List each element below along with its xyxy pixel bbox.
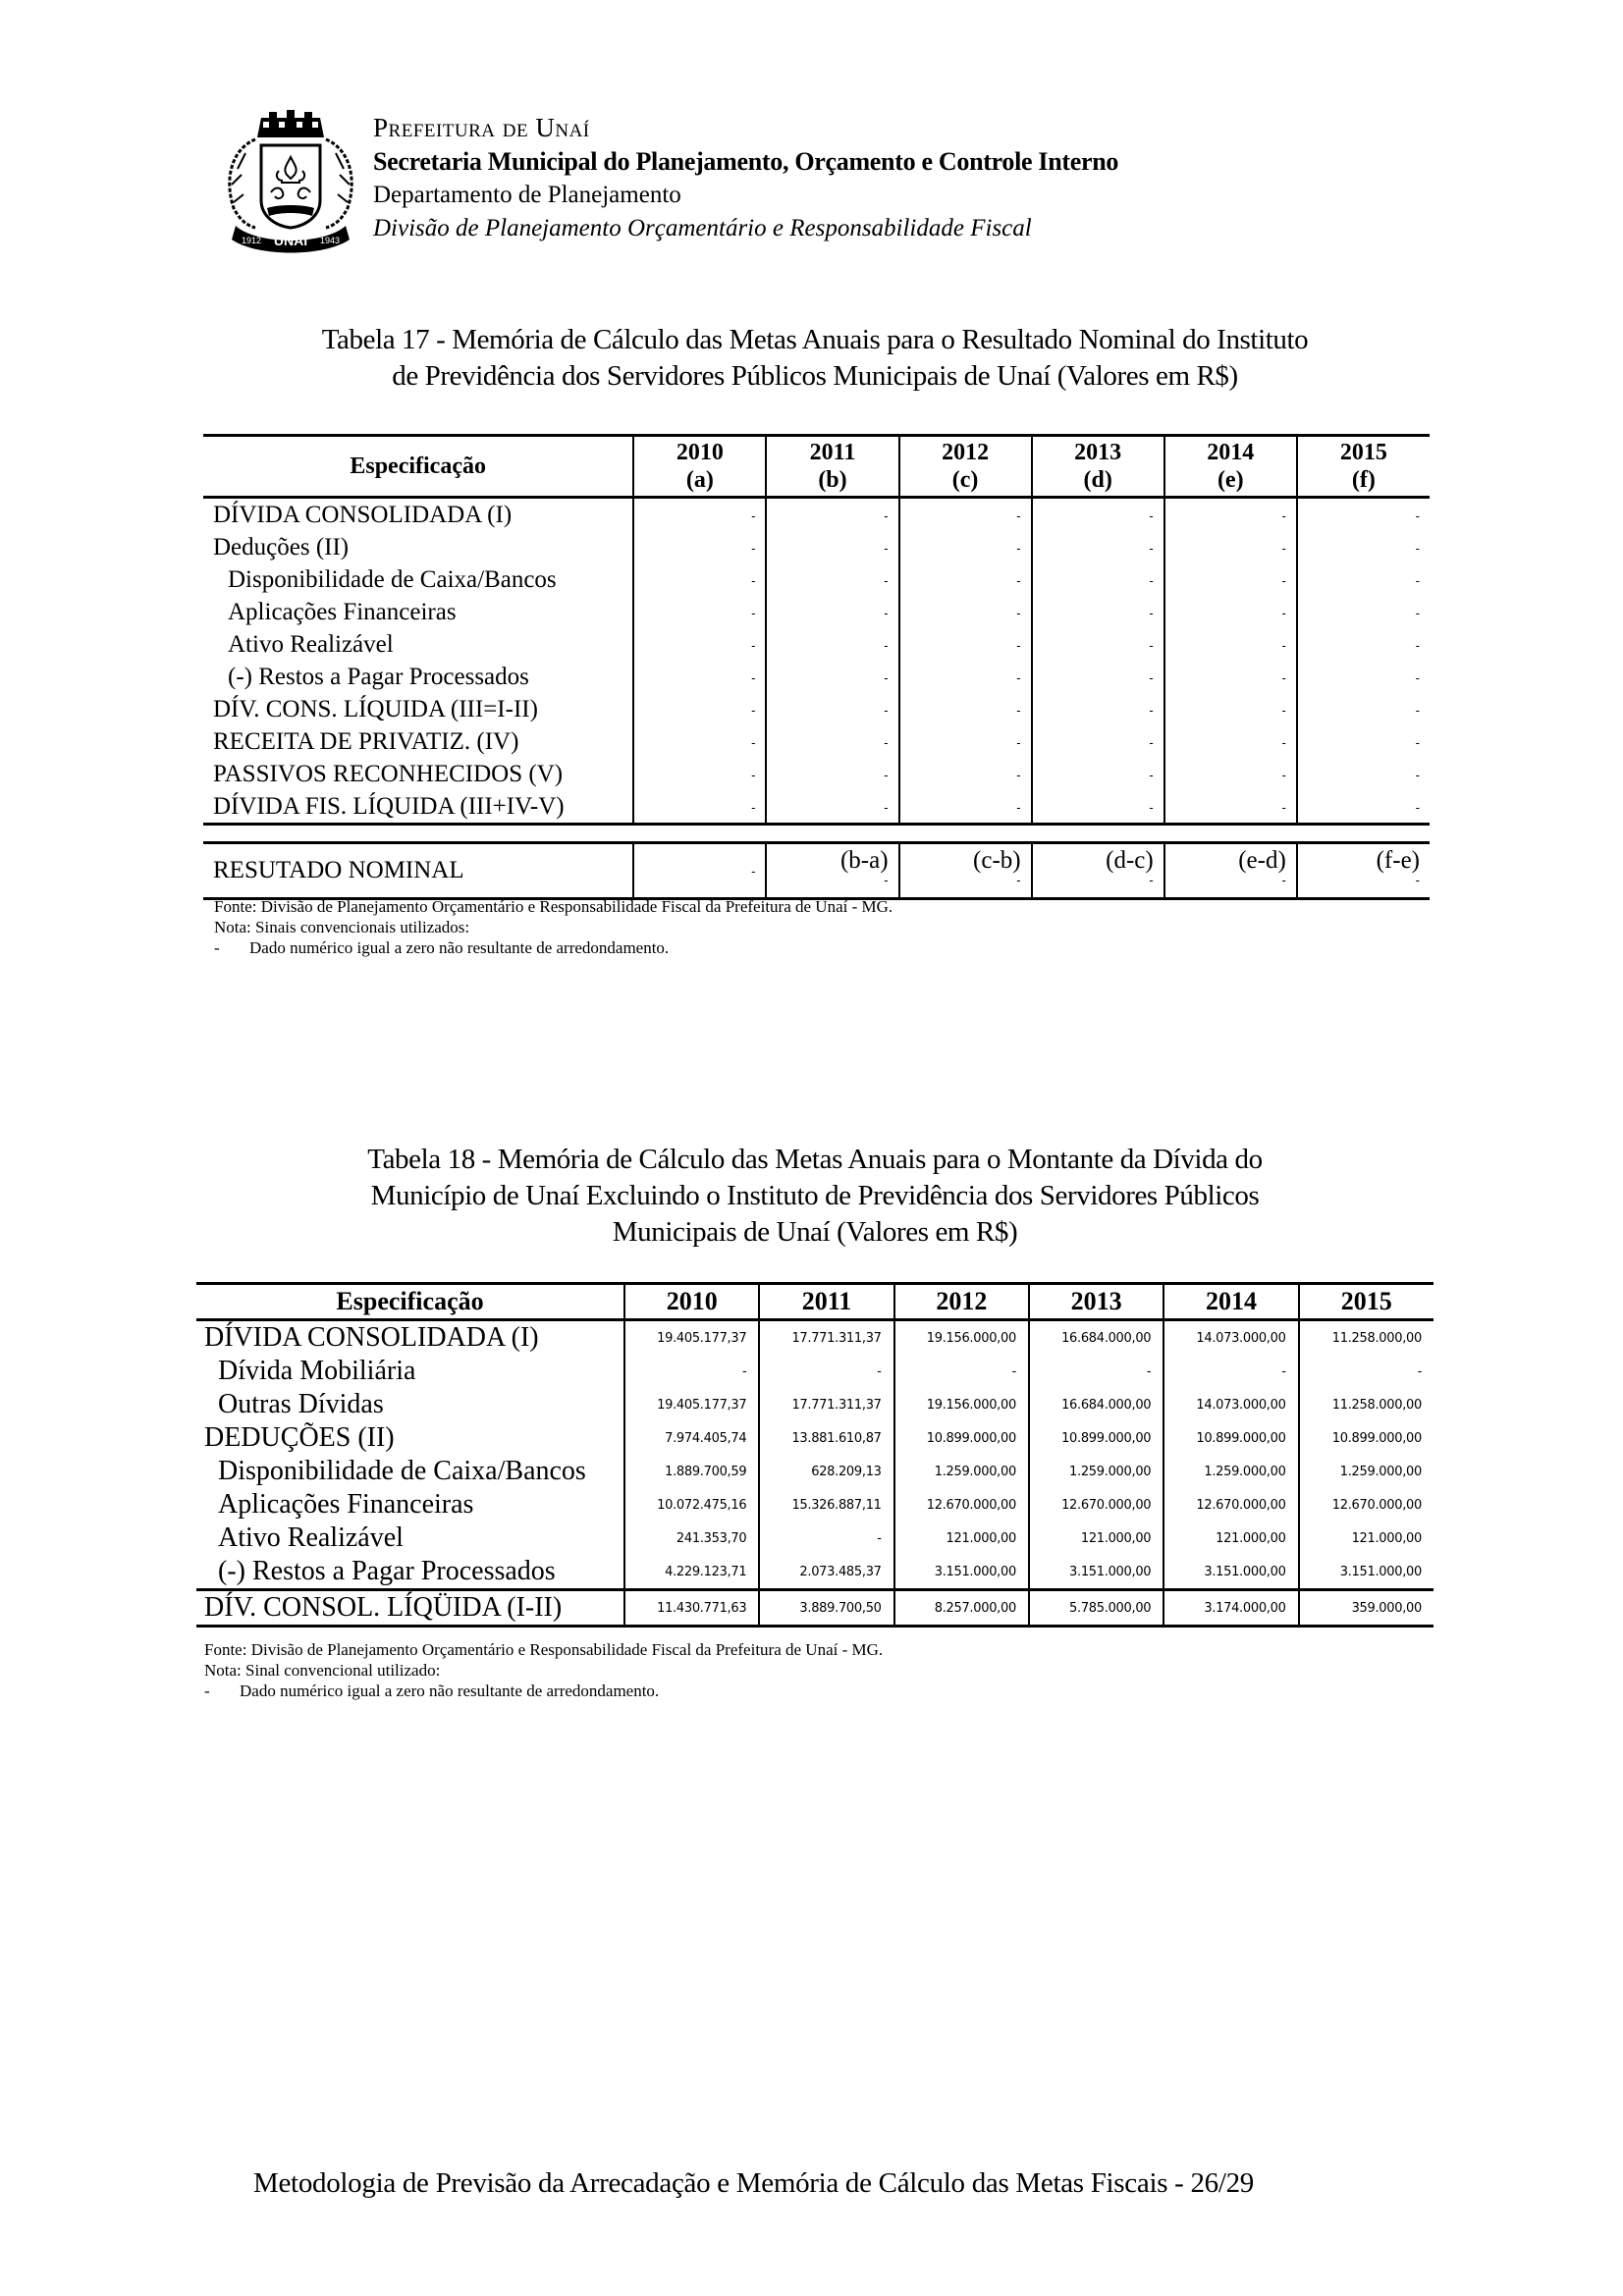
year-label: 2011 xyxy=(809,440,856,465)
diff-formula: (b-a) xyxy=(839,847,889,874)
row-label: RECEITA DE PRIVATIZ. (IV) xyxy=(213,728,519,755)
diff-formula: (f-e) xyxy=(1376,847,1420,874)
cell-value: - xyxy=(1297,563,1430,596)
table18-caption-line2: Município de Unaí Excluindo o Instituto de Previdência dos Servidores Públicos xyxy=(370,1180,1260,1211)
cell-value: - xyxy=(899,693,1032,725)
year-label: 2012 xyxy=(942,440,990,465)
cell-value: - xyxy=(633,628,766,661)
cell-value: - xyxy=(894,1355,1029,1388)
column-header-year: 2010 xyxy=(624,1284,759,1320)
cell-value: 10.899.000,00 xyxy=(1163,1421,1298,1455)
cell-value: - xyxy=(1164,531,1297,563)
column-header-year xyxy=(1297,436,1430,498)
row-label: Dívida Mobiliária xyxy=(218,1356,416,1386)
cell-value: - xyxy=(1164,498,1297,532)
diff-value: - xyxy=(1281,873,1286,887)
cell-value: - xyxy=(1032,596,1164,628)
cell-value: - xyxy=(633,563,766,596)
cell-value: - xyxy=(1164,725,1297,758)
table17-result xyxy=(203,841,1430,900)
organization-name: Prefeitura de Unaí xyxy=(373,113,590,142)
column-header-year xyxy=(1164,436,1297,498)
year-label: 2013 xyxy=(1074,440,1122,465)
column-header-year: 2012 xyxy=(894,1284,1029,1320)
cell-value: 16.684.000,00 xyxy=(1029,1320,1163,1356)
legend-text: Dado numérico igual a zero não resultante de arredondamento. xyxy=(249,938,670,957)
legend-symbol: - xyxy=(204,1682,210,1700)
cell-value: 19.405.177,37 xyxy=(624,1320,759,1356)
table-row xyxy=(203,661,1430,693)
cell-value: - xyxy=(1032,790,1164,825)
table-row xyxy=(196,1488,1434,1522)
cell-value: - xyxy=(759,1355,893,1388)
cell-value: - xyxy=(1032,498,1164,532)
cell-value: - xyxy=(633,790,766,825)
result-diff xyxy=(899,843,1032,899)
cell-value: 628.209,13 xyxy=(759,1455,893,1488)
column-header-year xyxy=(766,436,898,498)
table18-caption xyxy=(255,1142,1375,1251)
table18-caption-line1: Tabela 18 - Memória de Cálculo das Metas Anuais para o Montante da Dívida do xyxy=(367,1144,1263,1175)
cell-value: 1.259.000,00 xyxy=(1163,1455,1298,1488)
column-letter: (a) xyxy=(685,467,714,493)
total-value: 3.174.000,00 xyxy=(1163,1590,1298,1627)
cell-value: - xyxy=(899,596,1032,628)
row-label: DEDUÇÕES (II) xyxy=(204,1422,395,1453)
cell-value: - xyxy=(633,661,766,693)
cell-value: 3.151.000,00 xyxy=(1029,1555,1163,1590)
table-row xyxy=(203,498,1430,532)
cell-value: 12.670.000,00 xyxy=(1299,1488,1434,1522)
letterhead xyxy=(218,110,1298,267)
cell-value: - xyxy=(1164,563,1297,596)
source-note: Fonte: Divisão de Planejamento Orçamentário e Responsabilidade Fiscal da Prefeitura de Unaí - MG. xyxy=(214,897,893,916)
column-header-year: 2014 xyxy=(1163,1284,1298,1320)
legend-entry xyxy=(214,937,893,958)
cell-value: - xyxy=(899,531,1032,563)
row-label: Aplicações Financeiras xyxy=(218,1489,474,1520)
row-label: PASSIVOS RECONHECIDOS (V) xyxy=(213,761,564,787)
cell-value: 14.073.000,00 xyxy=(1163,1320,1298,1356)
legend-symbol: - xyxy=(214,938,220,957)
cell-value: 17.771.311,37 xyxy=(759,1388,893,1421)
cell-value: 1.259.000,00 xyxy=(1029,1455,1163,1488)
cell-value: - xyxy=(1297,758,1430,790)
column-header-year: 2011 xyxy=(759,1284,893,1320)
diff-formula: (d-c) xyxy=(1106,847,1154,874)
result-label: RESUTADO NOMINAL xyxy=(213,857,464,883)
secretariat-name: Secretaria Municipal do Planejamento, Orçamento e Controle Interno xyxy=(373,147,1119,176)
cell-value: - xyxy=(1297,693,1430,725)
result-diff xyxy=(1164,843,1297,899)
row-label: DÍVIDA CONSOLIDADA (I) xyxy=(213,502,513,528)
table18-header-row xyxy=(196,1284,1434,1320)
cell-value: - xyxy=(1297,531,1430,563)
cell-value: 14.073.000,00 xyxy=(1163,1388,1298,1421)
result-diff xyxy=(766,843,898,899)
row-label: (-) Restos a Pagar Processados xyxy=(218,1556,556,1586)
cell-value: - xyxy=(766,790,898,825)
cell-value: 15.326.887,11 xyxy=(759,1488,893,1522)
column-header-spec: Especificação xyxy=(336,1287,484,1315)
table-row xyxy=(196,1320,1434,1356)
cell-value: 4.229.123,71 xyxy=(624,1555,759,1590)
row-label: DÍVIDA CONSOLIDADA (I) xyxy=(204,1322,539,1353)
cell-value: - xyxy=(766,758,898,790)
diff-value: - xyxy=(884,873,889,887)
row-label: DÍVIDA FIS. LÍQUIDA (III+IV-V) xyxy=(203,790,633,825)
row-label: (-) Restos a Pagar Processados xyxy=(228,664,529,690)
table-row xyxy=(203,628,1430,661)
cell-value: 121.000,00 xyxy=(1299,1522,1434,1555)
cell-value: - xyxy=(633,531,766,563)
cell-value: - xyxy=(1032,693,1164,725)
cell-value: 3.151.000,00 xyxy=(1299,1555,1434,1590)
diff-formula: (c-b) xyxy=(973,847,1021,874)
total-row xyxy=(196,1590,1434,1627)
cell-value: - xyxy=(633,725,766,758)
table17-caption-line1: Tabela 17 - Memória de Cálculo das Metas Anuais para o Resultado Nominal do Instituto xyxy=(321,324,1309,355)
column-letter: (c) xyxy=(951,467,979,493)
cell-value: - xyxy=(766,596,898,628)
cell-value: 12.670.000,00 xyxy=(1029,1488,1163,1522)
total-value: 359.000,00 xyxy=(1299,1590,1434,1627)
column-letter: (d) xyxy=(1083,467,1112,493)
diff-formula: (e-d) xyxy=(1238,847,1286,874)
table17-caption-line2: de Previdência dos Servidores Públicos Municipais de Unaí (Valores em R$) xyxy=(392,360,1238,392)
cell-value: - xyxy=(766,498,898,532)
total-value: 5.785.000,00 xyxy=(1029,1590,1163,1627)
cell-value: - xyxy=(899,498,1032,532)
convention-note: Nota: Sinais convencionais utilizados: xyxy=(214,918,470,936)
cell-value: - xyxy=(766,725,898,758)
cell-value: 121.000,00 xyxy=(1163,1522,1298,1555)
cell-value: - xyxy=(1032,661,1164,693)
cell-value: 1.259.000,00 xyxy=(894,1455,1029,1488)
letterhead-text xyxy=(373,110,1118,245)
table17 xyxy=(203,434,1430,826)
table-row xyxy=(196,1522,1434,1555)
result-diff xyxy=(1297,843,1430,899)
cell-value: 1.889.700,59 xyxy=(624,1455,759,1488)
table-row xyxy=(196,1388,1434,1421)
cell-value: - xyxy=(1297,790,1430,825)
source-note: Fonte: Divisão de Planejamento Orçamentário e Responsabilidade Fiscal da Prefeitura de Unaí - MG. xyxy=(204,1640,884,1659)
cell-value: - xyxy=(633,498,766,532)
table-row xyxy=(196,1455,1434,1488)
department-name: Departamento de Planejamento xyxy=(373,182,681,208)
cell-value: - xyxy=(766,693,898,725)
cell-value: - xyxy=(899,758,1032,790)
cell-value: - xyxy=(1164,596,1297,628)
column-header-year: 2013 xyxy=(1029,1284,1163,1320)
cell-value: - xyxy=(899,790,1032,825)
cell-value: - xyxy=(766,531,898,563)
column-header-spec: Especificação xyxy=(203,436,633,498)
table-row xyxy=(203,725,1430,758)
cell-value: 10.899.000,00 xyxy=(894,1421,1029,1455)
cell-value: - xyxy=(624,1355,759,1388)
cell-value: - xyxy=(633,693,766,725)
table17-header-row xyxy=(203,436,1430,498)
table17-notes xyxy=(214,896,893,958)
diff-value: - xyxy=(1149,873,1154,887)
table-row xyxy=(196,1555,1434,1590)
cell-value: 13.881.610,87 xyxy=(759,1421,893,1455)
cell-value: 11.258.000,00 xyxy=(1299,1320,1434,1356)
total-label: DÍV. CONSOL. LÍQÜIDA (I-II) xyxy=(204,1592,563,1623)
column-letter: (b) xyxy=(818,467,847,493)
row-label: Disponibilidade de Caixa/Bancos xyxy=(218,1456,586,1486)
cell-value: - xyxy=(1029,1355,1163,1388)
row-label: Ativo Realizável xyxy=(228,631,394,658)
result-value: - xyxy=(633,843,766,899)
row-label: Outras Dívidas xyxy=(218,1389,384,1419)
year-label: 2010 xyxy=(676,440,724,465)
cell-value: - xyxy=(899,725,1032,758)
cell-value: 121.000,00 xyxy=(894,1522,1029,1555)
table-row xyxy=(196,1355,1434,1388)
cell-value: - xyxy=(766,628,898,661)
cell-value: 16.684.000,00 xyxy=(1029,1388,1163,1421)
cell-value: 11.258.000,00 xyxy=(1299,1388,1434,1421)
cell-value: 19.156.000,00 xyxy=(894,1388,1029,1421)
cell-value: - xyxy=(633,596,766,628)
cell-value: 3.151.000,00 xyxy=(1163,1555,1298,1590)
cell-value: 10.899.000,00 xyxy=(1029,1421,1163,1455)
row-label: DÍV. CONS. LÍQUIDA (III=I-II) xyxy=(213,696,538,722)
table-row xyxy=(203,790,1430,825)
cell-value: 12.670.000,00 xyxy=(894,1488,1029,1522)
column-header-year xyxy=(633,436,766,498)
coat-of-arms-icon xyxy=(218,110,363,257)
convention-note: Nota: Sinal convencional utilizado: xyxy=(204,1661,441,1680)
table-row xyxy=(196,1421,1434,1455)
cell-value: - xyxy=(766,563,898,596)
table-row xyxy=(203,758,1430,790)
table-row xyxy=(203,563,1430,596)
column-header-year: 2015 xyxy=(1299,1284,1434,1320)
column-letter: (e) xyxy=(1217,467,1244,493)
column-letter: (f) xyxy=(1351,467,1376,493)
cell-value: - xyxy=(1164,790,1297,825)
cell-value: - xyxy=(1299,1355,1434,1388)
result-diff xyxy=(1032,843,1164,899)
row-label: Aplicações Financeiras xyxy=(228,599,457,625)
table18-caption-line3: Municipais de Unaí (Valores em R$) xyxy=(612,1216,1018,1248)
cell-value: 17.771.311,37 xyxy=(759,1320,893,1356)
cell-value: 2.073.485,37 xyxy=(759,1555,893,1590)
cell-value: 7.974.405,74 xyxy=(624,1421,759,1455)
cell-value: 241.353,70 xyxy=(624,1522,759,1555)
table18 xyxy=(196,1282,1434,1628)
table-row xyxy=(203,531,1430,563)
row-label: Disponibilidade de Caixa/Bancos xyxy=(228,566,557,593)
cell-value: 1.259.000,00 xyxy=(1299,1455,1434,1488)
cell-value: - xyxy=(1032,725,1164,758)
logo-text: UNAÍ xyxy=(273,233,308,248)
cell-value: - xyxy=(1163,1355,1298,1388)
cell-value: - xyxy=(1032,758,1164,790)
total-value: 8.257.000,00 xyxy=(894,1590,1029,1627)
cell-value: - xyxy=(1297,628,1430,661)
total-value: 3.889.700,50 xyxy=(759,1590,893,1627)
cell-value: 12.670.000,00 xyxy=(1163,1488,1298,1522)
table-row xyxy=(203,693,1430,725)
cell-value: - xyxy=(766,661,898,693)
cell-value: 10.072.475,16 xyxy=(624,1488,759,1522)
column-header-year xyxy=(1032,436,1164,498)
total-value: 11.430.771,63 xyxy=(624,1590,759,1627)
diff-value: - xyxy=(1016,873,1021,887)
year-label: 2015 xyxy=(1339,440,1387,465)
cell-value: - xyxy=(1297,725,1430,758)
logo-year-right: 1943 xyxy=(319,236,341,245)
cell-value: - xyxy=(633,758,766,790)
table-row xyxy=(203,596,1430,628)
cell-value: - xyxy=(1164,628,1297,661)
cell-value: - xyxy=(1032,563,1164,596)
cell-value: - xyxy=(1032,628,1164,661)
cell-value: - xyxy=(1297,596,1430,628)
cell-value: - xyxy=(1032,531,1164,563)
table17-caption xyxy=(226,322,1404,395)
logo-year-left: 1912 xyxy=(241,236,262,245)
cell-value: - xyxy=(899,661,1032,693)
cell-value: 19.405.177,37 xyxy=(624,1388,759,1421)
division-name: Divisão de Planejamento Orçamentário e Responsabilidade Fiscal xyxy=(373,215,1032,241)
row-label: Deduções (II) xyxy=(213,534,350,561)
column-header-year xyxy=(899,436,1032,498)
table18-notes xyxy=(204,1639,883,1701)
cell-value: 10.899.000,00 xyxy=(1299,1421,1434,1455)
cell-value: - xyxy=(759,1522,893,1555)
year-label: 2014 xyxy=(1207,440,1255,465)
cell-value: 19.156.000,00 xyxy=(894,1320,1029,1356)
cell-value: - xyxy=(1297,498,1430,532)
cell-value: - xyxy=(899,563,1032,596)
page-footer: Metodologia de Previsão da Arrecadação e Memória de Cálculo das Metas Fiscais - 26/29 xyxy=(253,2167,1254,2199)
diff-value: - xyxy=(1415,873,1420,887)
legend-entry xyxy=(204,1681,883,1701)
cell-value: - xyxy=(1164,758,1297,790)
cell-value: - xyxy=(1164,661,1297,693)
cell-value: - xyxy=(1164,693,1297,725)
cell-value: 3.151.000,00 xyxy=(894,1555,1029,1590)
cell-value: - xyxy=(1297,661,1430,693)
legend-text: Dado numérico igual a zero não resultante de arredondamento. xyxy=(240,1682,660,1700)
row-label: Ativo Realizável xyxy=(218,1522,404,1553)
result-row xyxy=(203,843,1430,899)
cell-value: 121.000,00 xyxy=(1029,1522,1163,1555)
cell-value: - xyxy=(899,628,1032,661)
